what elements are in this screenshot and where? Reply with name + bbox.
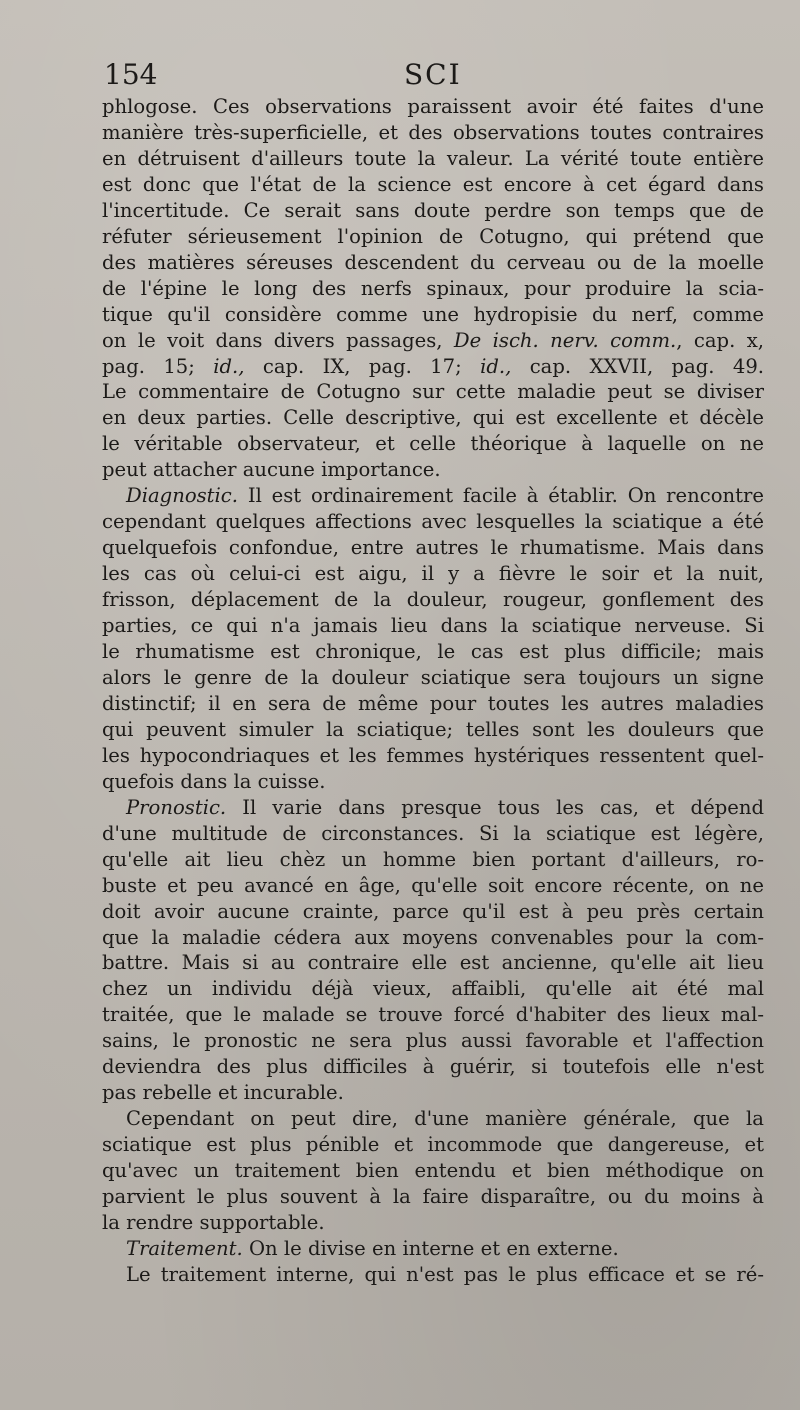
text-fragment: , cap. x, [676, 328, 764, 352]
text-line: qu'avec un traitement bien entendu et bien méthodique on [102, 1159, 764, 1183]
text-line: pas rebelle et incurable. [102, 1081, 344, 1105]
text-line: les cas où celui-ci est aigu, il y a fièvre le soir et la nuit, [102, 562, 764, 586]
citation-title: De isch. nerv. comm. [453, 328, 677, 352]
citation-id: id., [213, 354, 245, 378]
text-line-with-citation [102, 354, 764, 380]
page-number: 154 [104, 58, 158, 91]
section-pronostic [102, 795, 764, 821]
text-line: phlogose. Ces observations paraissent avoir été faites d'une [102, 95, 764, 118]
text-line: de l'épine le long des nerfs spinaux, pour produire la scia- [102, 276, 764, 300]
text-fragment: cap. XXVII, pag. 49. [529, 354, 764, 378]
text-line: distinctif; il en sera de même pour toutes les autres maladies [102, 691, 764, 715]
text-line: parvient le plus souvent à la faire disparaître, ou du moins à [102, 1185, 764, 1209]
section-diagnostic [102, 483, 764, 509]
text-line: en deux parties. Celle descriptive, qui est excellente et décèle [102, 406, 764, 430]
running-head: SCI [404, 58, 462, 91]
section-heading: Pronostic. [126, 795, 227, 819]
text-line: Le commentaire de Cotugno sur cette maladie peut se diviser [102, 380, 764, 404]
text-line: le rhumatisme est chronique, le cas est plus difficile; mais [102, 640, 764, 664]
section-heading: Diagnostic. [126, 484, 239, 508]
section-traitement [102, 1236, 764, 1262]
page-header [104, 58, 764, 98]
text-line: d'une multitude de circonstances. Si la sciatique est légère, [102, 821, 764, 845]
text-line: tique qu'il considère comme une hydropisie du nerf, comme [102, 302, 764, 326]
text-line: les hypocondriaques et les femmes hystériques ressentent quel- [102, 743, 764, 767]
text-line: chez un individu déjà vieux, affaibli, qu'elle ait été mal [102, 977, 764, 1001]
text-line: des matières séreuses descendent du cerveau ou de la moelle [102, 250, 764, 274]
text-line: frisson, déplacement de la douleur, rougeur, gonflement des [102, 588, 764, 612]
text-line: qui peuvent simuler la sciatique; telles sont les douleurs que [102, 717, 764, 741]
text-line: quelquefois confondue, entre autres le rhumatisme. Mais dans [102, 536, 764, 560]
text-fragment: Il est ordinairement facile à établir. On rencontre [247, 484, 764, 508]
text-line: traitée, que le malade se trouve forcé d'habiter des lieux mal- [102, 1003, 764, 1027]
text-line: qu'elle ait lieu chèz un homme bien portant d'ailleurs, ro- [102, 847, 764, 871]
text-line: doit avoir aucune crainte, parce qu'il est à peu près certain [102, 899, 764, 923]
text-line: quefois dans la cuisse. [102, 769, 326, 793]
text-line: que la maladie cédera aux moyens convenables pour la com- [102, 925, 764, 949]
text-line: le véritable observateur, et celle théorique à laquelle on ne [102, 432, 764, 456]
text-line: peut attacher aucune importance. [102, 458, 441, 482]
text-line: cependant quelques affections avec lesquelles la sciatique a été [102, 510, 764, 534]
text-fragment: Il varie dans presque tous les cas, et dépend [242, 795, 764, 819]
text-fragment: cap. IX, pag. 17; [262, 354, 462, 378]
citation-id: id., [480, 354, 512, 378]
text-fragment: pag. 15; [102, 354, 195, 378]
text-line: Cependant on peut dire, d'une manière générale, que la [126, 1107, 764, 1131]
text-line: alors le genre de la douleur sciatique sera toujours un signe [102, 665, 764, 689]
text-line-with-citation [102, 328, 764, 354]
text-line: parties, ce qui n'a jamais lieu dans la sciatique nerveuse. Si [102, 614, 764, 638]
text-line: la rendre supportable. [102, 1210, 325, 1234]
text-line: sains, le pronostic ne sera plus aussi favorable et l'affection [102, 1029, 764, 1053]
text-line: Le traitement interne, qui n'est pas le plus efficace et se ré- [126, 1262, 764, 1286]
body-text [102, 94, 764, 1288]
text-line: buste et peu avancé en âge, qu'elle soit encore récente, on ne [102, 873, 764, 897]
text-fragment: on le voit dans divers passages, [102, 328, 443, 352]
text-line: l'incertitude. Ce serait sans doute perdre son temps que de [102, 198, 764, 222]
text-line: manière très-superficielle, et des observations toutes contraires [102, 120, 764, 144]
text-line: battre. Mais si au contraire elle est ancienne, qu'elle ait lieu [102, 951, 764, 975]
text-fragment: On le divise en interne et en externe. [248, 1236, 619, 1260]
text-line: en détruisent d'ailleurs toute la valeur. La vérité toute entière [102, 146, 764, 170]
text-line: sciatique est plus pénible et incommode que dangereuse, et [102, 1133, 764, 1157]
section-heading: Traitement. [126, 1236, 243, 1260]
text-line: réfuter sérieusement l'opinion de Cotugno, qui prétend que [102, 224, 764, 248]
text-line: est donc que l'état de la science est encore à cet égard dans [102, 172, 764, 196]
text-line: deviendra des plus difficiles à guérir, si toutefois elle n'est [102, 1055, 764, 1079]
